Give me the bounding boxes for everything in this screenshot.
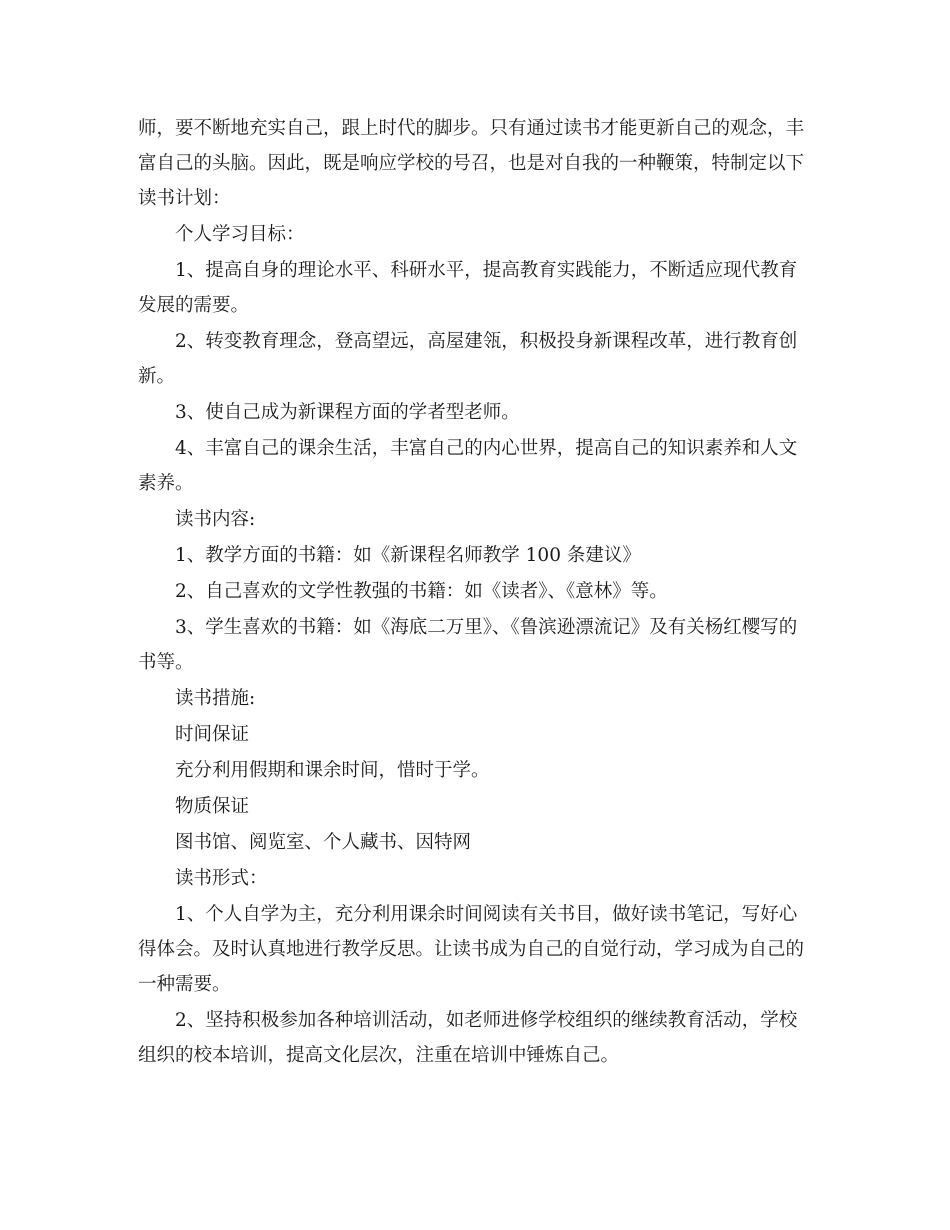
- goal-item-1: 1、提高自身的理论水平、科研水平，提高教育实践能力，不断适应现代教育发展的需要。: [138, 260, 798, 316]
- form-item-2: 2、坚持积极参加各种培训活动，如老师进修学校组织的继续教育活动，学校组织的校本培训，提高文化层次，注重在培训中锤炼自己。: [138, 1010, 798, 1066]
- time-guarantee-text: 充分利用假期和课余时间，惜时于学。: [175, 760, 490, 781]
- subheading-material-guarantee: 物质保证: [175, 796, 250, 817]
- document-body: [138, 111, 813, 1074]
- content-item-2: 2、自己喜欢的文学性教强的书籍：如《读者》、《意林》等。: [175, 581, 668, 602]
- material-guarantee-text: 图书馆、阅览室、个人藏书、因特网: [175, 832, 472, 853]
- heading-reading-content: 读书内容:: [175, 509, 256, 530]
- content-item-3: 3、学生喜欢的书籍：如《海底二万里》、《鲁滨逊漂流记》及有关杨红樱写的书等。: [138, 617, 798, 673]
- goal-item-4: 4、丰富自己的课余生活，丰富自己的内心世界，提高自己的知识素养和人文素养。: [138, 438, 798, 494]
- heading-reading-forms: 读书形式：: [175, 868, 268, 889]
- heading-reading-measures: 读书措施:: [175, 688, 256, 709]
- content-item-1: 1、教学方面的书籍：如《新课程名师教学 100 条建议》: [175, 545, 641, 566]
- goal-item-3: 3、使自己成为新课程方面的学者型老师。: [175, 402, 520, 423]
- paragraph-intro-continued: 师，要不断地充实自己，跟上时代的脚步。只有通过读书才能更新自己的观念，丰富自己的头脑。因此，既是响应学校的号召，也是对自我的一种鞭策，特制定以下读书计划：: [138, 118, 805, 209]
- form-item-1: 1、个人自学为主，充分利用课余时间阅读有关书目，做好读书笔记，写好心得体会。及时认真地进行教学反思。让读书成为自己的自觉行动，学习成为自己的一种需要。: [138, 904, 805, 995]
- heading-personal-goals: 个人学习目标：: [175, 224, 305, 245]
- subheading-time-guarantee: 时间保证: [175, 724, 250, 745]
- goal-item-2: 2、转变教育理念，登高望远，高屋建瓴，积极投身新课程改革，进行教育创新。: [138, 331, 798, 387]
